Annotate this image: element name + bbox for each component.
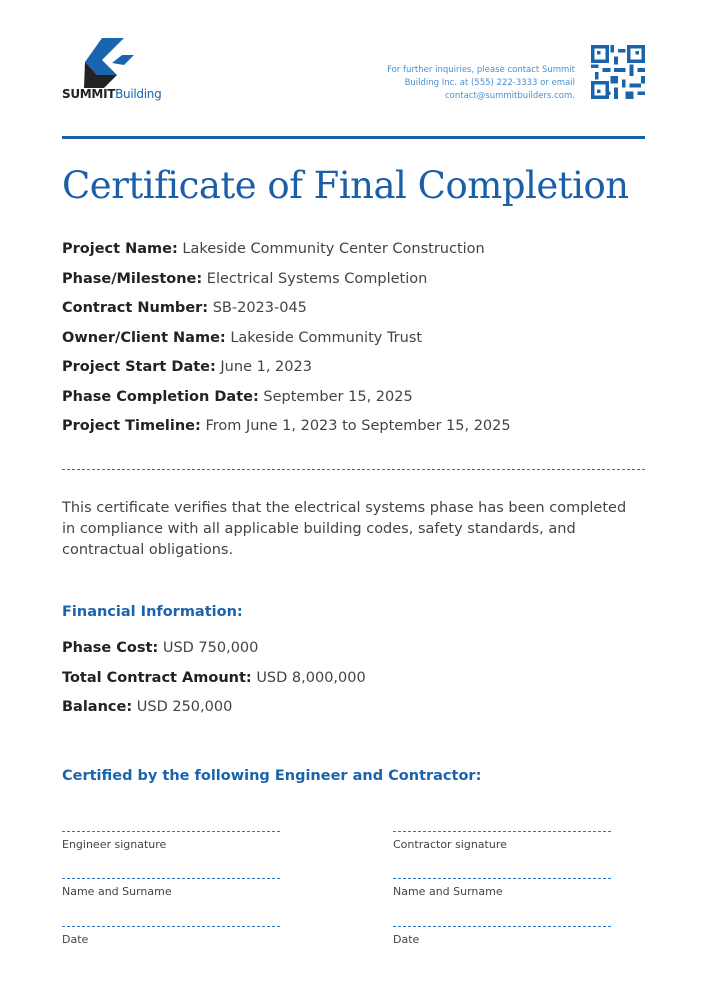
contract-number-field: Contract Number: SB-2023-045 [62, 300, 307, 316]
engineer-name-line[interactable] [62, 878, 280, 879]
certification-heading: Certified by the following Engineer and Contractor: [62, 768, 482, 784]
total-contract-field: Total Contract Amount: USD 8,000,000 [62, 669, 366, 686]
engineer-date-line[interactable] [62, 926, 280, 927]
engineer-signature-label: Engineer signature [62, 838, 167, 851]
contractor-name-line[interactable] [393, 878, 611, 879]
contact-info: For further inquiries, please contact Summit Building Inc. at (555) 222-3333 or email contact@summitbuilders.com. [387, 65, 575, 101]
balance-field: Balance: USD 250,000 [62, 699, 233, 715]
start-date-field: Project Start Date: June 1, 2023 [62, 359, 312, 375]
phase-cost-field: Phase Cost: USD 750,000 [62, 640, 259, 656]
owner-field: Owner/Client Name: Lakeside Community Trust [62, 329, 423, 346]
phase-field: Phase/Milestone: Electrical Systems Completion [62, 270, 428, 287]
engineer-date-label: Date [62, 933, 89, 946]
engineer-signature-line[interactable] [62, 831, 280, 832]
financial-heading: Financial Information: [62, 604, 243, 620]
completion-date-field: Phase Completion Date: September 15, 2025 [62, 388, 413, 405]
certification-statement: This certificate verifies that the electrical systems phase has been completed in compliance with all applicable building codes, safety standards, and contractual obligations. [62, 500, 627, 558]
timeline-field: Project Timeline: From June 1, 2023 to September 15, 2025 [62, 418, 511, 434]
qr-code-icon [591, 44, 645, 100]
header-divider [62, 136, 645, 139]
contractor-signature-line[interactable] [393, 831, 611, 832]
page-title: Certificate of Final Completion [62, 164, 629, 207]
contractor-name-label: Name and Surname [393, 885, 503, 898]
logo-text: SUMMITBuilding [62, 87, 162, 101]
section-divider [62, 469, 645, 470]
contractor-date-line[interactable] [393, 926, 611, 927]
project-name-field: Project Name: Lakeside Community Center Construction [62, 241, 485, 257]
contractor-signature-label: Contractor signature [393, 838, 507, 851]
contractor-date-label: Date [393, 933, 420, 946]
engineer-name-label: Name and Surname [62, 885, 172, 898]
